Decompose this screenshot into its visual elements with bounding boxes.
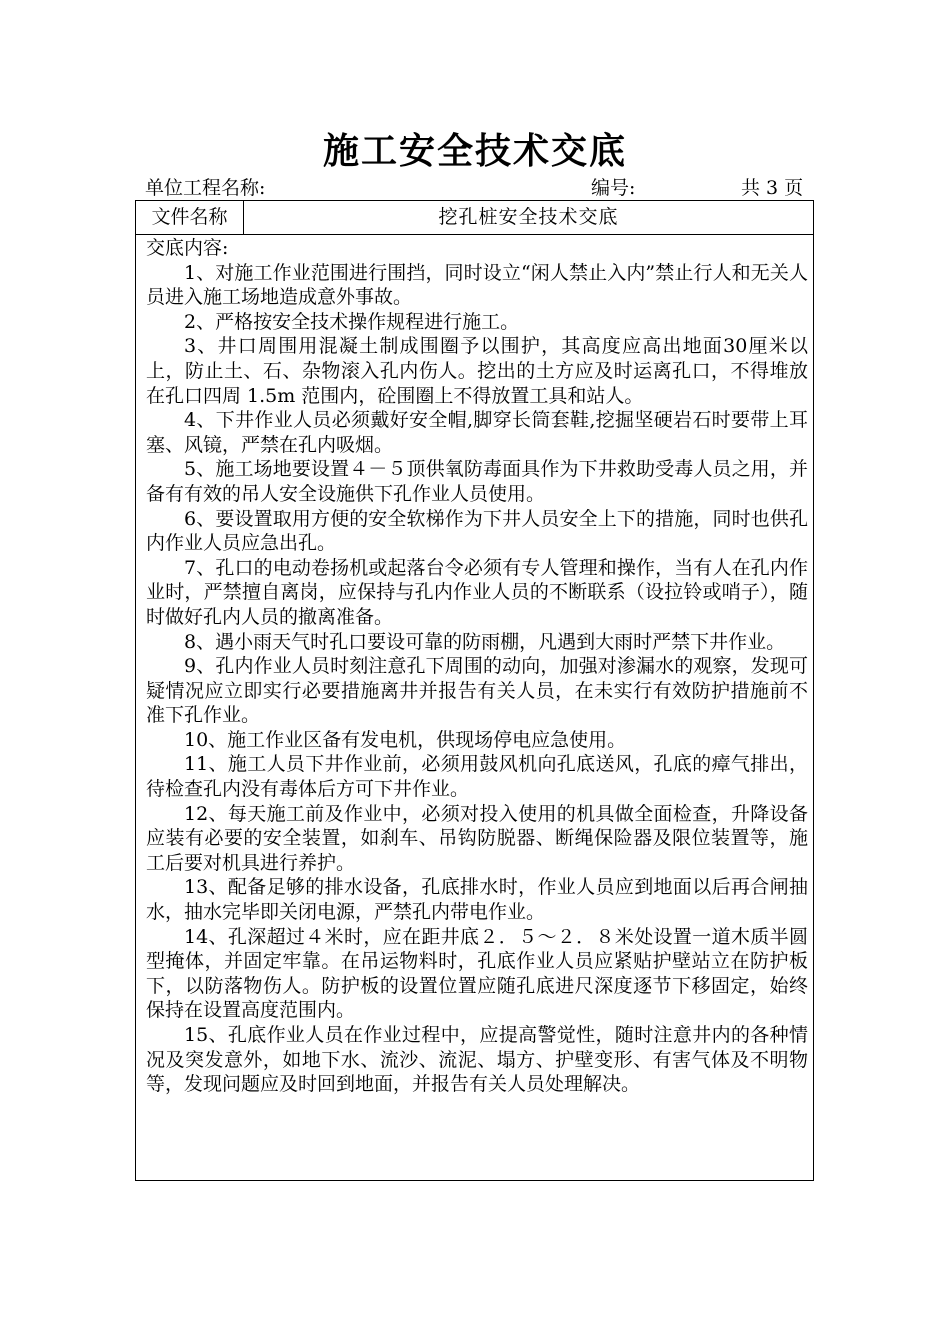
paragraph-15: 15、孔底作业人员在作业过程中，应提高警觉性，随时注意井内的各种情况及突发意外，如地下水、流沙、流泥、塌方、护壁变形、有害气体及不明物等，发现问题应及时回到地面，并报告有关人员处理解决。 (146, 1024, 808, 1096)
briefing-table (135, 200, 814, 1181)
file-name-row (136, 201, 813, 235)
briefing-content (146, 236, 808, 1097)
paragraph-11: 11、施工人员下井作业前，必须用鼓风机向孔底送风，孔底的瘴气排出，待检查孔内没有毒体后方可下井作业。 (146, 753, 808, 801)
paragraph-4: 4、下井作业人员必须戴好安全帽,脚穿长筒套鞋,挖掘坚硬岩石时要带上耳塞、风镜，严禁在孔内吸烟。 (146, 409, 808, 456)
number-label: 编号: (591, 177, 636, 199)
paragraph-2: 2、严格按安全技术操作规程进行施工。 (184, 310, 520, 333)
file-name-value: 挖孔桩安全技术交底 (438, 206, 619, 228)
paragraph-13: 13、配备足够的排水设备，孔底排水时，作业人员应到地面以后再合闸抽水，抽水完毕即关闭电源，严禁孔内带电作业。 (146, 876, 808, 924)
file-name-label: 文件名称 (136, 201, 244, 234)
unit-project-label: 单位工程名称: (145, 177, 266, 199)
document-title: 施工安全技术交底 (322, 130, 627, 172)
content-label: 交底内容: (146, 237, 229, 259)
paragraph-1: 1、对施工作业范围进行围挡，同时设立“闲人禁止入内”禁止行人和无关人员进入施工场地造成意外事故。 (146, 261, 808, 309)
paragraph-14: 14、孔深超过４米时，应在距井底２．５～２．８米处设置一道木质半圆型掩体，并固定牢靠。在吊运物料时，孔底作业人员应紧贴护壁站立在防护板下，以防落物伤人。防护板的设置位置应随孔底进尺深度逐节下移固定，始终保持在设置高度范围内。 (146, 925, 808, 1022)
paragraph-12: 12、每天施工前及作业中，必须对投入使用的机具做全面检查，升降设备应装有必要的安全装置，如刹车、吊钩防脱器、断绳保险器及限位装置等，施工后要对机具进行养护。 (146, 802, 808, 874)
paragraph-10: 10、施工作业区备有发电机，供现场停电应急使用。 (184, 728, 627, 751)
paragraph-5: 5、施工场地要设置４－５顶供氧防毒面具作为下井救助受毒人员之用，并备有有效的吊人安全设施供下孔作业人员使用。 (146, 458, 808, 505)
paragraph-9: 9、孔内作业人员时刻注意孔下周围的动向，加强对渗漏水的观察，发现可疑情况应立即实行必要措施离井并报告有关人员，在未实行有效防护措施前不准下孔作业。 (146, 655, 808, 727)
paragraph-3: 3、井口周围用混凝土制成围圈予以围护，其高度应高出地面30厘米以上，防止土、石、杂物滚入孔内伤人。挖出的土方应及时运离孔口，不得堆放在孔口四周 1.5m 范围内，砼围圈上不得放置工具和站人。 (146, 335, 808, 407)
document-meta-row (145, 174, 805, 202)
page-count: 共 3 页 (741, 177, 804, 199)
paragraph-8: 8、遇小雨天气时孔口要设可靠的防雨棚，凡遇到大雨时严禁下井作业。 (184, 630, 786, 653)
paragraph-6: 6、要设置取用方便的安全软梯作为下井人员安全上下的措施，同时也供孔内作业人员应急出孔。 (146, 507, 808, 555)
paragraph-7: 7、孔口的电动卷扬机或起落台令必须有专人管理和操作，当有人在孔内作业时，严禁擅自离岗，应保持与孔内作业人员的不断联系（设拉铃或哨子），随时做好孔内人员的撤离准备。 (146, 556, 808, 628)
